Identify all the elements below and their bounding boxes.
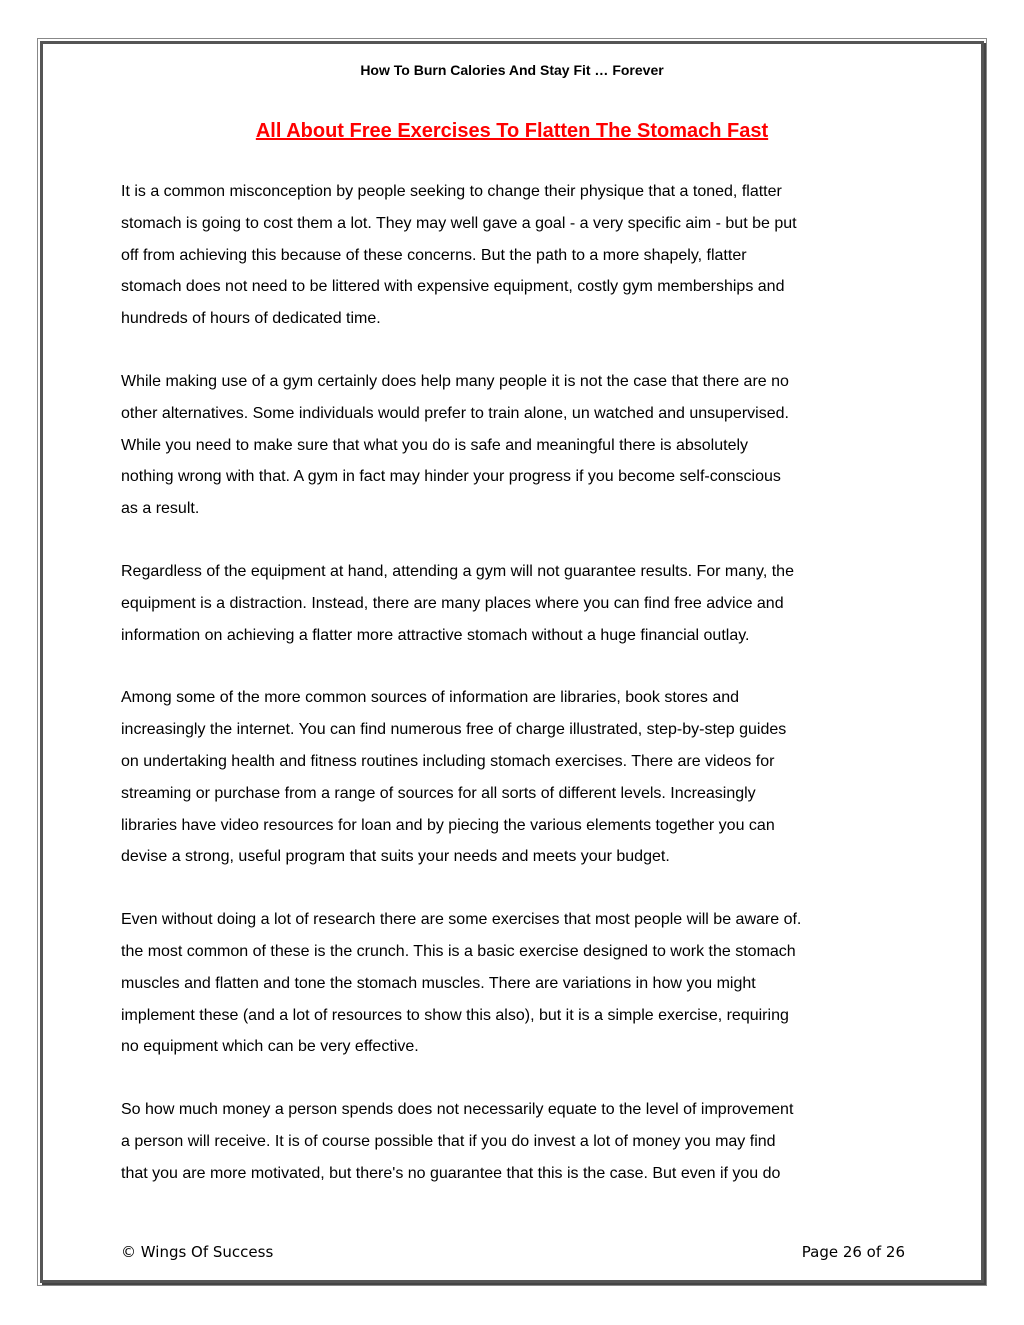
paragraph-line: libraries have video resources for loan and by piecing the various elements together you can	[121, 816, 775, 834]
paragraph-line: that you are more motivated, but there's no guarantee that this is the case. But even if you do	[121, 1164, 781, 1182]
paragraph-line: While making use of a gym certainly does help many people it is not the case that there are no	[121, 372, 789, 390]
footer-copyright: © Wings Of Success	[121, 1243, 274, 1261]
paragraph-line: no equipment which can be very effective.	[121, 1038, 419, 1056]
paragraph-line: on undertaking health and fitness routines including stomach exercises. There are videos for	[121, 752, 775, 770]
paragraph-line: While you need to make sure that what you do is safe and meaningful there is absolutely	[121, 436, 749, 454]
paragraph-line: other alternatives. Some individuals would prefer to train alone, un watched and unsupervised.	[121, 404, 789, 422]
paragraph-line: increasingly the internet. You can find numerous free of charge illustrated, step-by-step guides	[121, 721, 787, 739]
paragraph-line: implement these (and a lot of resources to show this also), but it is a simple exercise, requiring	[121, 1006, 789, 1024]
paragraph-line: streaming or purchase from a range of sources for all sorts of different levels. Increasingly	[121, 784, 756, 802]
footer-page-number: Page 26 of 26	[801, 1243, 905, 1261]
paragraph-line: Even without doing a lot of research there are some exercises that most people will be aware of.	[121, 911, 802, 929]
page-footer	[121, 1243, 905, 1261]
paragraph-1	[121, 176, 921, 335]
paragraph-line: equipment is a distraction. Instead, there are many places where you can find free advice and	[121, 594, 784, 612]
paragraph-line: a person will receive. It is of course possible that if you do invest a lot of money you may find	[121, 1132, 776, 1150]
paragraph-line: information on achieving a flatter more attractive stomach without a huge financial outlay.	[121, 626, 750, 644]
paragraph-line: Regardless of the equipment at hand, attending a gym will not guarantee results. For many, the	[121, 562, 794, 580]
paragraph-line: muscles and flatten and tone the stomach muscles. There are variations in how you might	[121, 974, 756, 992]
paragraph-line: It is a common misconception by people seeking to change their physique that a toned, flatter	[121, 183, 782, 200]
paragraph-line: off from achieving this because of these concerns. But the path to a more shapely, flatter	[121, 246, 747, 264]
paragraph-3	[121, 556, 921, 651]
paragraph-line: stomach does not need to be littered with expensive equipment, costly gym memberships and	[121, 278, 785, 296]
paragraph-line: stomach is going to cost them a lot. They may well gave a goal - a very specific aim - but be put	[121, 214, 797, 232]
paragraph-line: devise a strong, useful program that suits your needs and meets your budget.	[121, 848, 670, 866]
paragraph-line: the most common of these is the crunch. This is a basic exercise designed to work the stomach	[121, 942, 796, 960]
body-text	[121, 176, 921, 1221]
paragraph-line: hundreds of hours of dedicated time.	[121, 310, 381, 328]
page-title: All About Free Exercises To Flatten The Stomach Fast	[255, 120, 769, 142]
paragraph-4	[121, 682, 921, 873]
paragraph-line: So how much money a person spends does not necessarily equate to the level of improvement	[121, 1101, 794, 1119]
page-frame	[40, 41, 984, 1283]
running-header: How To Burn Calories And Stay Fit … Forever	[360, 62, 664, 78]
paragraph-line: as a result.	[121, 500, 200, 518]
paragraph-5	[121, 904, 921, 1063]
paragraph-6	[121, 1094, 921, 1189]
paragraph-line: Among some of the more common sources of information are libraries, book stores and	[121, 689, 740, 707]
paragraph-line: nothing wrong with that. A gym in fact may hinder your progress if you become self-conscious	[121, 468, 781, 486]
paragraph-2	[121, 366, 921, 525]
